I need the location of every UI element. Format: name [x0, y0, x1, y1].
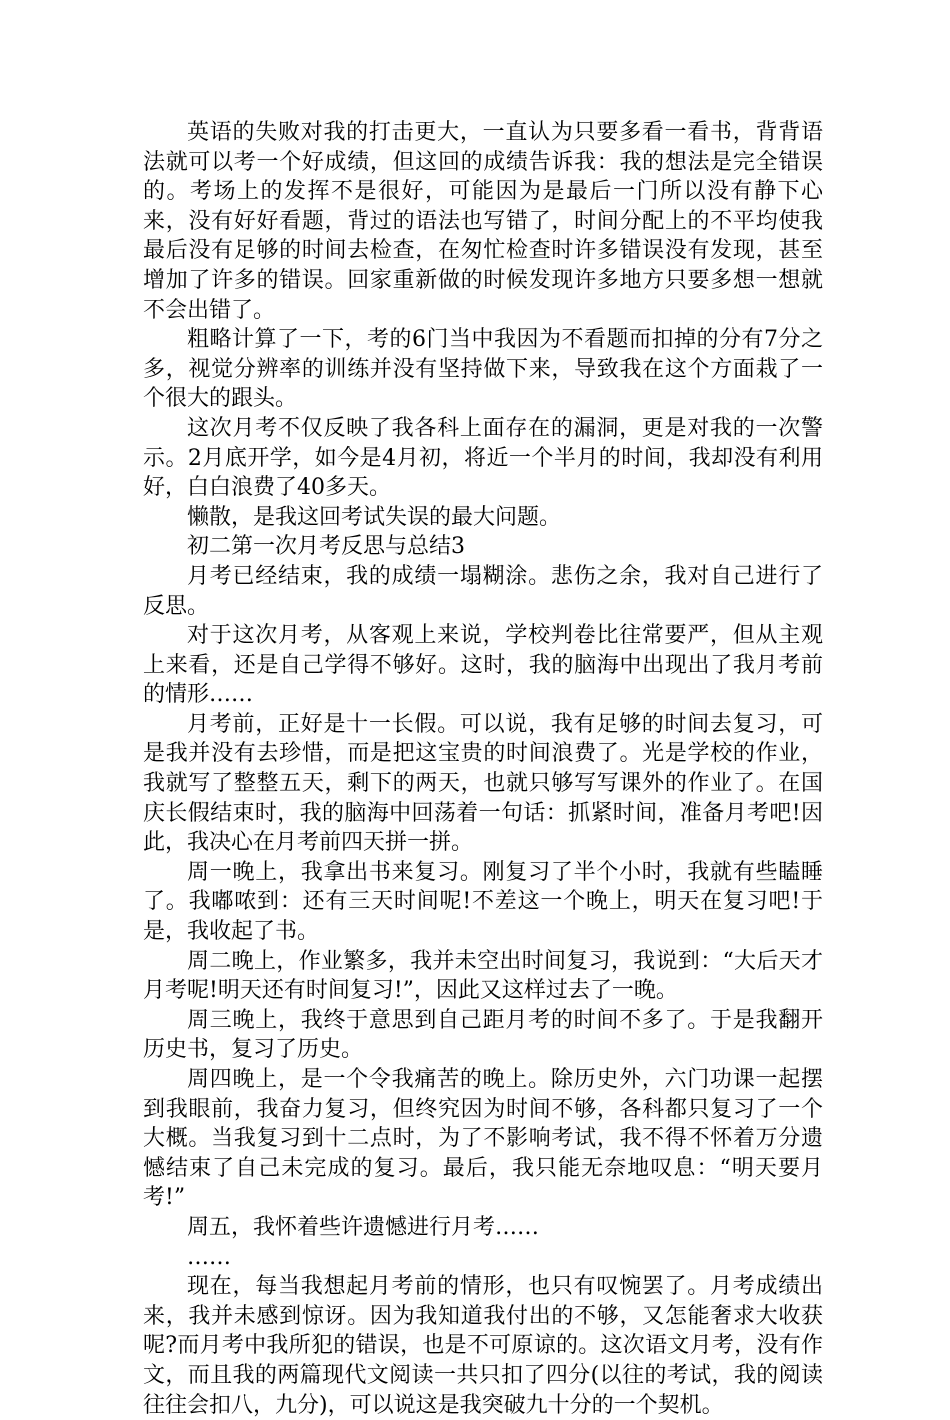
paragraph-now: 现在，每当我想起月考前的情形，也只有叹惋罢了。月考成绩出来，我并未感到惊讶。因为我知道我付出的不够，又怎能奢求大收获呢?而月考中我所犯的错误，也是不可原谅的。这次语文月考，没有作文，而且我的两篇现代文阅读一共只扣了四分(以往的考试，我的阅读往往会扣八，九分)，可以说这是我突破九十分的一个契机。 — [143, 1274, 823, 1418]
paragraph-tuesday: 周二晚上，作业繁多，我并未空出时间复习，我说到：“大后天才月考呢!明天还有时间复习!”，因此又这样过去了一晚。 — [143, 948, 823, 1004]
document-body — [143, 118, 823, 1420]
paragraph-rough-calculation: 粗略计算了一下，考的6门当中我因为不看题而扣掉的分有7分之多，视觉分辨率的训练并没有坚持做下来，导致我在这个方面栽了一个很大的跟头。 — [143, 327, 823, 412]
paragraph-monday: 周一晚上，我拿出书来复习。刚复习了半个小时，我就有些瞌睡了。我嘟哝到：还有三天时间呢!不差这一个晚上，明天在复习吧!于是，我收起了书。 — [143, 859, 823, 945]
paragraph-ellipsis: …… — [187, 1244, 231, 1270]
paragraph-friday: 周五，我怀着些许遗憾进行月考…… — [187, 1214, 540, 1240]
paragraph-thursday: 周四晚上，是一个令我痛苦的晚上。除历史外，六门功课一起摆到我眼前，我奋力复习，但终究因为时间不够，各科都只复习了一个大概。当我复习到十二点时，为了不影响考试，我不得不怀着万分遗憾结束了自己未完成的复习。最后，我只能无奈地叹息：“明天要月考!” — [143, 1067, 823, 1211]
paragraph-wednesday: 周三晚上，我终于意思到自己距月考的时间不多了。于是我翻开历史书，复习了历史。 — [143, 1007, 823, 1063]
paragraph-objective-subjective: 对于这次月考，从客观上来说，学校判卷比往常要严，但从主观上来看，还是自己学得不够好。这时，我的脑海中出现出了我月考前的情形…… — [143, 623, 823, 708]
paragraph-warning: 这次月考不仅反映了我各科上面存在的漏洞，更是对我的一次警示。2月底开学，如今是4月初，将近一个半月的时间，我却没有利用好，白白浪费了40多天。 — [143, 415, 823, 501]
paragraph-english-failure: 英语的失败对我的打击更大，一直认为只要多看一看书，背背语法就可以考一个好成绩，但这回的成绩告诉我：我的想法是完全错误的。考场上的发挥不是很好，可能因为是最后一门所以没有静下心来，没有好好看题，背过的语法也写错了，时间分配上的不平均使我最后没有足够的时间去检查，在匆忙检查时许多错误没有发现，甚至增加了许多的错误。回家重新做的时候发现许多地方只要多想一想就不会出错了。 — [143, 120, 823, 323]
paragraph-before-exam: 月考前，正好是十一长假。可以说，我有足够的时间去复习，可是我并没有去珍惜，而是把这宝贵的时间浪费了。光是学校的作业，我就写了整整五天，剩下的两天，也就只够写写课外的作业了。在国庆长假结束时，我的脑海中回荡着一句话：抓紧时间，准备月考吧!因此，我决心在月考前四天拼一拼。 — [143, 711, 823, 856]
section-heading: 初二第一次月考反思与总结3 — [187, 534, 465, 560]
paragraph-exam-over: 月考已经结束，我的成绩一塌糊涂。悲伤之余，我对自己进行了反思。 — [143, 563, 823, 619]
paragraph-laziness: 懒散，是我这回考试失误的最大问题。 — [187, 504, 562, 530]
